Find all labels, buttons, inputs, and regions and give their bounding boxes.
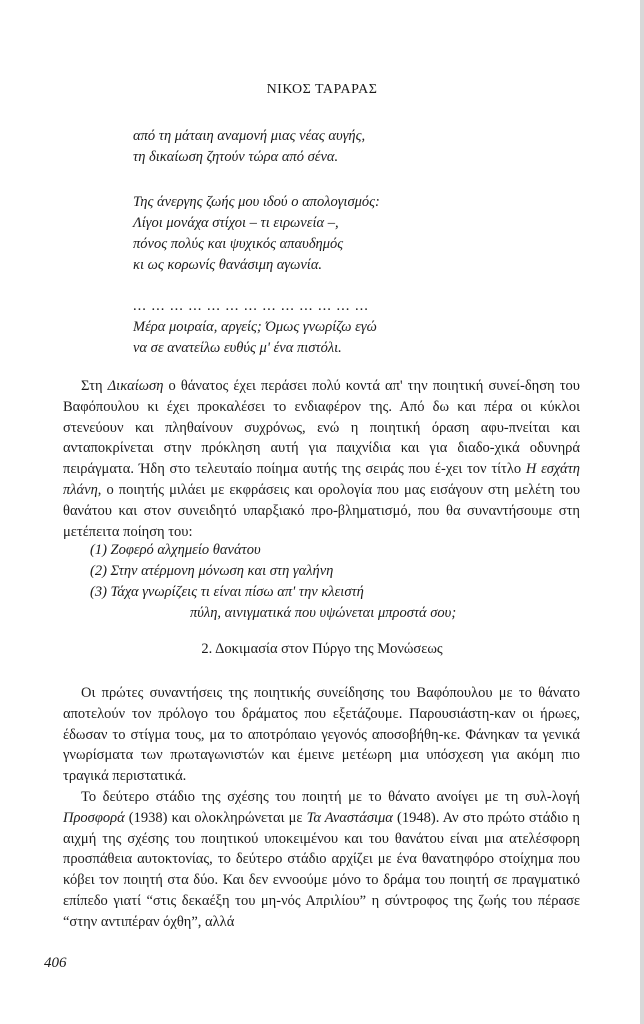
quote-list — [90, 540, 570, 624]
poem-line: τη δικαίωση ζητούν τώρα από σένα. — [133, 149, 339, 165]
text-run: (1948). Αν στο πρώτο στάδιο η αιχμή της σχέσης του ποιητικού υποκειμένου και του θανάτου είναι μια ατελέσφορη προσπάθεια αυτοκτονίας, το δεύτερο στάδιο αρχίζει με ένα θανατηφόρο στοίχημα που κόβει τον ποιητή στα δύο. Και δεν εννοούμε μόνο το δράμα του ποιητή σε πραγματικό επίπεδο γιατί “στις δεκαέξη του μη-νός Απριλίου” η σύντροφος της ζωής του πέρασε “στην αντιπέραν όχθη”, αλλά — [63, 809, 580, 930]
page-number: 406 — [44, 955, 67, 971]
paragraph-3 — [63, 787, 580, 933]
poem-line: κι ως κορωνίς θανάσιμη αγωνία. — [133, 257, 323, 273]
poem-line: Μέρα μοιραία, αργείς; Όμως γνωρίζω εγώ — [133, 319, 377, 335]
ellipsis-line: ... ... ... ... ... ... ... ... ... ... ... ... ... — [133, 298, 369, 314]
page-edge — [640, 0, 644, 1024]
poem-line: από τη μάταιη αναμονή μιας νέας αυγής, — [133, 128, 366, 144]
quote-item: (1) Ζοφερό αλχημείο θανάτου — [90, 542, 261, 558]
italic-title: Η εσχάτη πλάνη — [63, 461, 580, 498]
poem-line: πόνος πολύς και ψυχικός απαυδημός — [133, 236, 344, 252]
quote-item: (2) Στην ατέρμονη μόνωση και στη γαλήνη — [90, 563, 334, 579]
text-run: , ο ποιητής μιλάει με εκφράσεις και ορολογία που μας εισάγουν στη μελέτη του θανάτου και στον συνειδητό υπαρξιακό προ-βληματισμό, που θα συναντήσουμε στη μετέπειτα ποίηση του: — [63, 481, 580, 540]
running-header: ΝΙΚΟΣ ΤΑΡΑΡΑΣ — [266, 82, 378, 97]
text-run: (1938) και ολοκληρώνεται με — [124, 809, 307, 826]
poem-line: Της άνεργης ζωής μου ιδού ο απολογισμός: — [133, 194, 380, 210]
text-run: Το δεύτερο στάδιο της σχέσης του ποιητή με το θάνατο ανοίγει με τη συλ-λογή — [81, 789, 580, 805]
poem-stanza-1 — [133, 126, 513, 168]
italic-title: Προσφορά — [63, 809, 125, 826]
poem-stanza-2 — [133, 192, 513, 276]
italic-title: Δικαίωση — [107, 378, 164, 394]
text-run: Στη — [81, 378, 108, 394]
text-run: Οι πρώτες συναντήσεις της ποιητικής συνείδησης του Βαφόπουλου με το θάνατο αποτελούν τον πρόλογο του δράματος που εξετάζουμε. Παρουσιάστη-καν οι ήρωες, έδωσαν το στίγμα τους, μα το αποτρόπαιο γεγονός αποσοβήθη-κε. Φάνηκαν τα γενικά γνωρίσματα των πρωταγωνιστών και έμεινε μετέωρη μια υπόσχεση για ακόμη πιο τραγικά περιστατικά. — [63, 685, 580, 785]
poem-line: να σε ανατείλω ευθύς μ' ένα πιστόλι. — [133, 340, 342, 356]
quote-item: (3) Τάχα γνωρίζεις τι είναι πίσω απ' την κλειστή — [90, 584, 364, 600]
text-run: ο θάνατος έχει περάσει πολύ κοντά απ' την ποιητική συνεί-δηση του Βαφόπουλου κι έχει προκαλέσει το ενδιαφέρον της. Από δω και πέρα οι κύκλοι στενεύουν και πληθαίνουν συχρόνως, ενώ η ποιητική όραση αφυ-πνείται και ανταποκρίνεται στην πρόκληση αυτή για παιχνίδια και για διαδο-χικά οδυνηρά πειράγματα. Ήδη στο τελευταίο ποίημα αυτής της σειράς που έ-χει τον τίτλο — [63, 378, 580, 478]
poem-stanza-3 — [133, 296, 513, 359]
section-title: 2. Δοκιμασία στον Πύργο της Μονώσεως — [201, 641, 443, 657]
italic-title: Τα Αναστάσιμα — [306, 809, 393, 826]
paragraph-1 — [63, 376, 580, 542]
poem-line: Λίγοι μονάχα στίχοι – τι ειρωνεία –, — [133, 215, 339, 231]
paragraph-2 — [63, 683, 580, 787]
quote-item-continuation: πύλη, αινιγματικά που υψώνεται μπροστά σου; — [190, 605, 457, 621]
